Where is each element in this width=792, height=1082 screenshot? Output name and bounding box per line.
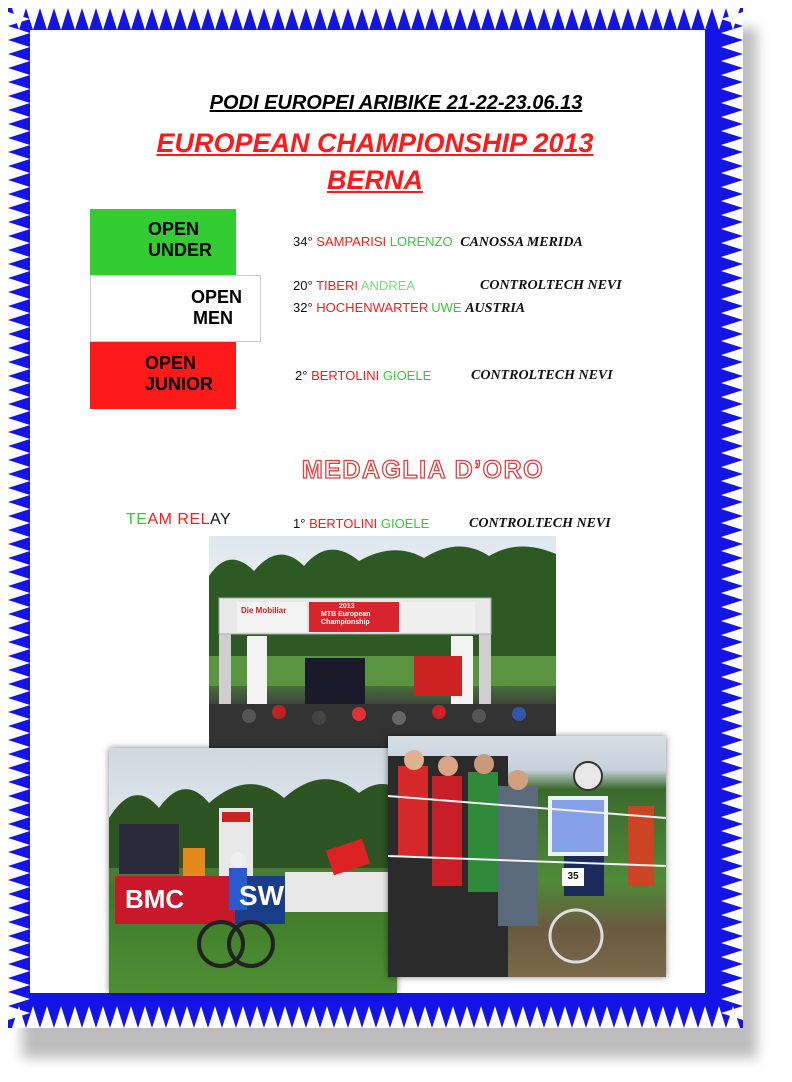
photo-rider-finish <box>109 748 397 993</box>
result-row <box>293 516 429 531</box>
border-tooth <box>26 1006 40 1028</box>
border-tooth <box>68 8 82 30</box>
border-tooth <box>8 68 30 82</box>
border-tooth <box>502 8 516 30</box>
category-label: OPEN <box>191 287 243 307</box>
border-tooth <box>721 264 743 278</box>
border-tooth <box>614 1006 628 1028</box>
border-tooth <box>418 1006 432 1028</box>
border-tooth <box>8 628 30 642</box>
border-tooth <box>8 656 30 670</box>
border-tooth <box>8 600 30 614</box>
border-tooth <box>54 8 68 30</box>
border-tooth <box>721 628 743 642</box>
border-tooth <box>721 292 743 306</box>
border-tooth <box>8 754 30 768</box>
border-tooth <box>721 782 743 796</box>
border-tooth <box>628 1006 642 1028</box>
border-tooth <box>721 642 743 656</box>
rider-crowd-scene <box>388 736 666 977</box>
athlete-surname: BERTOLINI <box>309 516 378 531</box>
border-tooth <box>8 698 30 712</box>
result-position: 32° <box>293 300 313 315</box>
border-tooth <box>721 194 743 208</box>
border-tooth <box>558 8 572 30</box>
border-tooth <box>124 1006 138 1028</box>
border-tooth <box>250 1006 264 1028</box>
border-tooth <box>222 1006 236 1028</box>
banner-sponsor-text: BMC <box>125 884 185 914</box>
border-tooth <box>362 1006 376 1028</box>
border-tooth <box>721 670 743 684</box>
border-tooth <box>8 40 30 54</box>
border-tooth <box>292 1006 306 1028</box>
border-tooth <box>138 8 152 30</box>
border-tooth <box>721 236 743 250</box>
border-tooth <box>488 1006 502 1028</box>
border-tooth <box>8 978 30 992</box>
border-tooth <box>320 1006 334 1028</box>
athlete-name: GIOELE <box>382 368 432 383</box>
border-tooth <box>446 8 460 30</box>
border-tooth <box>721 306 743 320</box>
border-tooth <box>96 8 110 30</box>
gold-medal-title: MEDAGLIA D’ORO <box>301 456 545 484</box>
border-tooth <box>558 1006 572 1028</box>
border-tooth <box>516 1006 530 1028</box>
border-tooth <box>8 964 30 978</box>
border-tooth <box>721 978 743 992</box>
border-tooth <box>446 1006 460 1028</box>
border-tooth <box>390 1006 404 1028</box>
result-row <box>293 234 583 251</box>
athlete-name: GIOELE <box>380 516 430 531</box>
border-tooth <box>721 810 743 824</box>
border-tooth <box>376 8 390 30</box>
border-tooth <box>306 1006 320 1028</box>
border-tooth <box>8 292 30 306</box>
border-tooth <box>721 754 743 768</box>
border-tooth <box>166 1006 180 1028</box>
border-tooth <box>8 264 30 278</box>
category-box-open-under <box>90 209 236 275</box>
athlete-surname: TIBERI <box>316 278 358 293</box>
border-tooth <box>721 908 743 922</box>
border-tooth <box>721 894 743 908</box>
category-label: JUNIOR <box>145 374 214 394</box>
border-tooth <box>721 614 743 628</box>
border-tooth <box>698 8 712 30</box>
team-relay-label <box>126 511 231 529</box>
border-tooth <box>502 1006 516 1028</box>
border-tooth <box>721 516 743 530</box>
border-tooth <box>721 348 743 362</box>
border-tooth <box>8 726 30 740</box>
border-tooth <box>306 8 320 30</box>
border-tooth <box>404 8 418 30</box>
border-tooth <box>8 810 30 824</box>
banner-sponsor-text: SW <box>239 880 285 911</box>
border-tooth <box>721 544 743 558</box>
result-position: 20° <box>293 278 313 293</box>
border-tooth <box>8 530 30 544</box>
border-tooth <box>8 852 30 866</box>
border-tooth <box>721 26 743 40</box>
border-tooth <box>8 306 30 320</box>
border-tooth <box>8 992 30 1006</box>
border-tooth <box>721 866 743 880</box>
border-tooth <box>278 1006 292 1028</box>
border-tooth <box>8 516 30 530</box>
border-tooth <box>54 1006 68 1028</box>
border-tooth <box>152 8 166 30</box>
border-tooth <box>278 8 292 30</box>
arch-sponsor-text: Die Mobiliar <box>241 606 287 615</box>
border-tooth <box>8 684 30 698</box>
border-tooth <box>8 222 30 236</box>
border-tooth <box>348 1006 362 1028</box>
border-tooth <box>721 334 743 348</box>
category-label: MEN <box>193 308 233 328</box>
border-tooth <box>721 796 743 810</box>
athlete-team: CONTROLTECH NEVI <box>480 278 622 293</box>
photo-rider-crowd <box>388 736 666 977</box>
event-title: EUROPEAN CHAMPIONSHIP 2013 <box>156 128 594 158</box>
arch-title-text: MTB European <box>321 611 371 618</box>
athlete-team: AUSTRIA <box>465 301 526 316</box>
border-tooth <box>586 8 600 30</box>
border-tooth <box>110 1006 124 1028</box>
athlete-name: LORENZO <box>389 234 453 249</box>
border-tooth <box>8 824 30 838</box>
border-tooth <box>721 376 743 390</box>
result-row <box>293 300 525 317</box>
border-tooth <box>8 334 30 348</box>
border-tooth <box>82 1006 96 1028</box>
border-tooth <box>8 586 30 600</box>
border-tooth <box>264 8 278 30</box>
border-tooth <box>8 642 30 656</box>
border-tooth <box>544 1006 558 1028</box>
border-tooth <box>721 852 743 866</box>
border-tooth <box>8 488 30 502</box>
border-tooth <box>96 1006 110 1028</box>
border-tooth <box>8 208 30 222</box>
border-tooth <box>721 278 743 292</box>
border-tooth <box>8 712 30 726</box>
border-tooth <box>8 950 30 964</box>
border-tooth <box>40 1006 54 1028</box>
border-tooth <box>721 404 743 418</box>
border-tooth <box>8 572 30 586</box>
border-tooth <box>194 8 208 30</box>
border-tooth <box>530 1006 544 1028</box>
flyer-title: PODI EUROPEI ARIBIKE 21-22-23.06.13 <box>209 92 583 114</box>
result-position: 1° <box>293 516 306 531</box>
border-tooth <box>721 600 743 614</box>
border-tooth <box>721 250 743 264</box>
border-tooth <box>721 880 743 894</box>
border-tooth <box>236 8 250 30</box>
border-tooth <box>721 936 743 950</box>
border-tooth <box>8 544 30 558</box>
border-tooth <box>721 740 743 754</box>
border-tooth <box>264 1006 278 1028</box>
athlete-surname: BERTOLINI <box>311 368 380 383</box>
border-tooth <box>124 8 138 30</box>
border-tooth <box>721 698 743 712</box>
border-tooth <box>404 1006 418 1028</box>
relay-label-part: REL <box>177 511 211 528</box>
border-tooth <box>208 1006 222 1028</box>
border-tooth <box>670 8 684 30</box>
border-tooth <box>8 432 30 446</box>
border-tooth <box>8 922 30 936</box>
border-tooth <box>40 8 54 30</box>
border-tooth <box>712 1006 726 1028</box>
border-tooth <box>8 838 30 852</box>
border-tooth <box>8 418 30 432</box>
border-tooth <box>8 936 30 950</box>
category-label: OPEN <box>148 219 200 239</box>
border-tooth <box>138 1006 152 1028</box>
border-tooth <box>166 8 180 30</box>
border-tooth <box>8 250 30 264</box>
border-tooth <box>572 1006 586 1028</box>
border-tooth <box>721 362 743 376</box>
arch-year-text: 2013 <box>339 603 355 610</box>
relay-label-part: TE <box>126 511 148 528</box>
border-tooth <box>721 922 743 936</box>
border-tooth <box>721 684 743 698</box>
border-tooth <box>8 194 30 208</box>
border-tooth <box>670 1006 684 1028</box>
border-tooth <box>362 8 376 30</box>
border-tooth <box>721 726 743 740</box>
border-tooth <box>152 1006 166 1028</box>
athlete-surname: SAMPARISI <box>316 234 387 249</box>
category-label: OPEN <box>145 353 197 373</box>
border-tooth <box>8 558 30 572</box>
border-tooth <box>334 1006 348 1028</box>
category-label: UNDER <box>148 240 213 260</box>
rider-finish-scene <box>109 748 397 993</box>
border-tooth <box>721 572 743 586</box>
border-tooth <box>721 838 743 852</box>
border-tooth <box>721 432 743 446</box>
border-tooth <box>721 656 743 670</box>
athlete-team: CONTROLTECH NEVI <box>469 516 611 531</box>
border-tooth <box>572 8 586 30</box>
border-tooth <box>348 8 362 30</box>
border-tooth <box>8 796 30 810</box>
border-tooth <box>460 1006 474 1028</box>
border-tooth <box>8 880 30 894</box>
border-tooth <box>600 8 614 30</box>
border-tooth <box>460 8 474 30</box>
athlete-name: ANDREA <box>360 278 416 293</box>
border-tooth <box>721 950 743 964</box>
border-tooth <box>721 222 743 236</box>
border-tooth <box>721 418 743 432</box>
border-tooth <box>600 1006 614 1028</box>
category-box-open-junior <box>90 342 236 409</box>
border-tooth <box>8 908 30 922</box>
border-tooth <box>334 8 348 30</box>
border-tooth <box>721 768 743 782</box>
border-tooth <box>530 8 544 30</box>
border-tooth <box>236 1006 250 1028</box>
border-tooth <box>721 530 743 544</box>
border-tooth <box>614 8 628 30</box>
category-box-open-men <box>90 275 261 342</box>
relay-label-part: AM <box>147 511 178 528</box>
border-tooth <box>194 1006 208 1028</box>
border-tooth <box>292 8 306 30</box>
athlete-name: UWE <box>431 300 462 315</box>
border-tooth <box>8 740 30 754</box>
border-tooth <box>721 68 743 82</box>
border-tooth <box>721 992 743 1006</box>
border-tooth <box>8 614 30 628</box>
border-tooth <box>721 558 743 572</box>
border-tooth <box>8 390 30 404</box>
border-tooth <box>721 712 743 726</box>
border-tooth <box>721 320 743 334</box>
border-tooth <box>390 8 404 30</box>
photo-finish-arch <box>209 536 556 758</box>
border-tooth <box>8 320 30 334</box>
border-tooth <box>320 8 334 30</box>
border-tooth <box>8 502 30 516</box>
border-tooth <box>656 1006 670 1028</box>
border-tooth <box>684 1006 698 1028</box>
bib-number: 35 <box>562 868 584 886</box>
border-tooth <box>721 390 743 404</box>
finish-arch-scene <box>209 536 556 758</box>
border-tooth <box>8 768 30 782</box>
border-tooth <box>721 824 743 838</box>
border-tooth <box>8 54 30 68</box>
border-tooth <box>488 8 502 30</box>
result-row <box>295 368 431 383</box>
athlete-team: CONTROLTECH NEVI <box>471 368 613 383</box>
border-tooth <box>8 894 30 908</box>
border-tooth <box>68 1006 82 1028</box>
border-tooth <box>418 8 432 30</box>
border-tooth <box>250 8 264 30</box>
result-position: 34° <box>293 234 313 249</box>
border-tooth <box>721 502 743 516</box>
border-tooth <box>474 1006 488 1028</box>
athlete-team: CANOSSA MERIDA <box>460 235 583 250</box>
result-position: 2° <box>295 368 308 383</box>
border-tooth <box>8 404 30 418</box>
border-tooth <box>642 1006 656 1028</box>
result-row <box>293 278 415 293</box>
border-tooth <box>698 1006 712 1028</box>
border-tooth <box>8 670 30 684</box>
border-tooth <box>474 8 488 30</box>
border-tooth <box>8 362 30 376</box>
border-tooth <box>8 866 30 880</box>
border-tooth <box>432 1006 446 1028</box>
border-tooth <box>628 8 642 30</box>
border-tooth <box>8 278 30 292</box>
border-tooth <box>721 208 743 222</box>
border-tooth <box>8 376 30 390</box>
border-tooth <box>586 1006 600 1028</box>
border-tooth <box>432 8 446 30</box>
border-tooth <box>110 8 124 30</box>
border-tooth <box>544 8 558 30</box>
border-tooth <box>721 488 743 502</box>
border-tooth <box>721 40 743 54</box>
border-tooth <box>684 8 698 30</box>
border-tooth <box>376 1006 390 1028</box>
border-tooth <box>516 8 530 30</box>
border-tooth <box>721 964 743 978</box>
border-tooth <box>642 8 656 30</box>
relay-label-part: AY <box>210 511 232 528</box>
border-tooth <box>208 8 222 30</box>
border-tooth <box>222 8 236 30</box>
border-tooth <box>656 8 670 30</box>
arch-title-text: Championship <box>321 619 370 626</box>
border-tooth <box>721 54 743 68</box>
border-tooth <box>180 8 194 30</box>
event-city: BERNA <box>326 165 423 195</box>
border-tooth <box>8 236 30 250</box>
border-tooth <box>8 782 30 796</box>
border-tooth <box>721 586 743 600</box>
border-tooth <box>8 348 30 362</box>
border-tooth <box>180 1006 194 1028</box>
border-tooth <box>82 8 96 30</box>
athlete-surname: HOCHENWARTER <box>316 300 429 315</box>
